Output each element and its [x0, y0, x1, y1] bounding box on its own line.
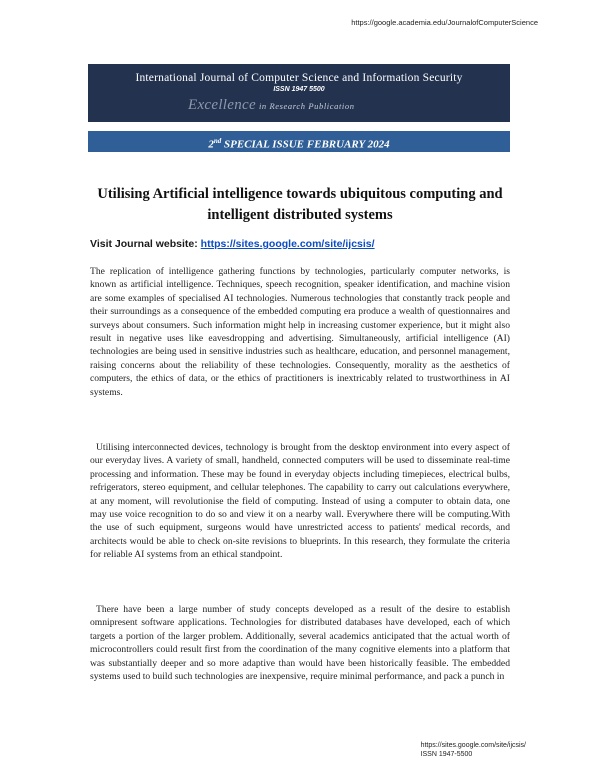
- article-title: Utilising Artificial intelligence towards ubiquitous computing and intelligent distributed systems: [97, 186, 503, 223]
- body-paragraph-3: There have been a large number of study concepts developed as a result of the desire to establish omnipresent software applications. Technologies for distributed databases have developed, each of which targets a portion of the larger problem. Additionally, several academics anticipated that the actual worth of microcontrollers could result first from the coordination of the many cognitive elements into a platform that was substantially deeper and so more adaptive than would have been historically feasible. The embedded systems used to build such technologies are inexpensive, require minimal performance, and pack a punch in: [90, 604, 510, 683]
- special-issue-suffix: nd: [213, 137, 222, 145]
- visit-website: [90, 238, 375, 250]
- footer-url: https://sites.google.com/site/ijcsis/: [420, 742, 526, 749]
- motto-rest: in Research Publication: [258, 101, 355, 111]
- footer: [421, 741, 526, 759]
- journal-banner: [88, 64, 510, 122]
- motto-script: Excellence: [188, 97, 256, 113]
- journal-title: International Journal of Computer Science and Information Security: [135, 72, 463, 84]
- journal-website-link[interactable]: https://sites.google.com/site/ijcsis/: [200, 238, 375, 250]
- footer-issn: ISSN 1947-5500: [420, 751, 473, 758]
- special-issue-bar: [88, 131, 510, 152]
- body-paragraph-2: Utilising interconnected devices, technology is brought from the desktop environment into every aspect of our everyday lives. A variety of small, handheld, connected computers will be used to disseminate real-time processing and information. These may be found in everyday objects including timepieces, electrical bulbs, refrigerators, stereo equipment, and cellular telephones. The capability to carry out calculations everywhere, at any moment, will revolutionise the field of computing. Instead of using a computer to obtain data, one may use voice recognition to do so and view it on a nearby wall. Everywhere there will be computing.With the use of such equipment, surgeons would have unrestricted access to patients' medical records, and architects would be able to check on-site revisions to blueprints. In this research, they formulate the criteria for reliable AI systems from an ethical standpoint.: [90, 442, 510, 561]
- visit-label: Visit Journal website:: [90, 238, 201, 250]
- special-issue-ordinal: 2: [208, 138, 214, 151]
- journal-issn: ISSN 1947 5500: [273, 86, 325, 93]
- special-issue-text: SPECIAL ISSUE FEBRUARY 2024: [221, 138, 390, 151]
- journal-motto: [188, 97, 355, 114]
- header-url: https://google.academia.edu/JournalofComputerScience: [351, 18, 538, 27]
- body-paragraph-1: The replication of intelligence gathering functions by technologies, particularly computer networks, is known as artificial intelligence. Techniques, speech recognition, speaker identification, and machine vision are some examples of specialised AI technologies. Numerous technologies that constantly track people and their surroundings as a consequence of the embedded computing era produce a wealth of questionnaires and surveys about consumers. Such information might help in increasing customer experience, but it might also result in negative uses like eavesdropping and advertising. Simultaneously, artificial intelligence (AI) technologies are being used in sensitive industries such as healthcare, education, and personnel management, raising concerns about the reliability of these technologies. Consequently, morality as the aesthetics of computers, the ethics of data, or the ethics of practitioners is inextricably related to trustworthiness in AI systems.: [90, 266, 510, 398]
